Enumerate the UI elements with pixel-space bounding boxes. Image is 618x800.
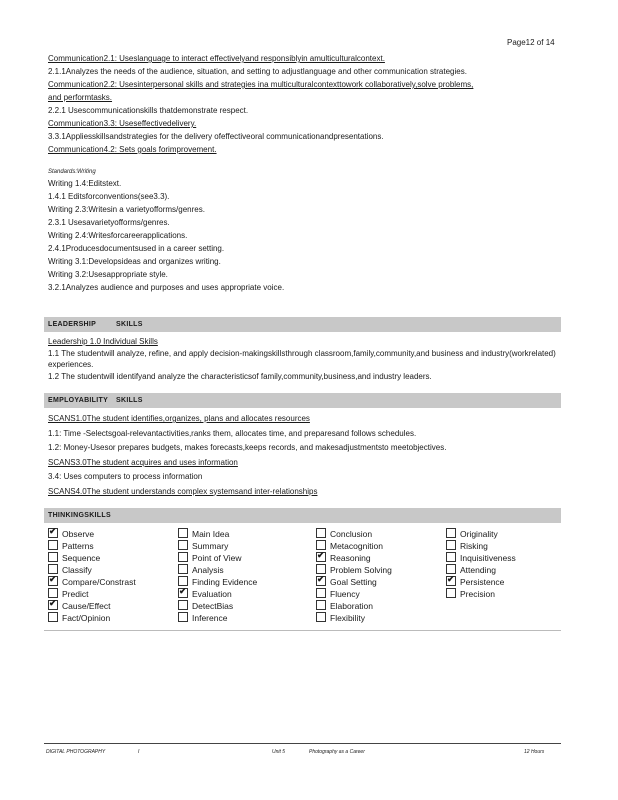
writing-line: Writing 2.3:Writesin a varietyofforms/genres. xyxy=(48,205,205,214)
writing-line: Writing 1.4:Editstext. xyxy=(48,179,122,188)
thinking-skill-item xyxy=(48,540,136,552)
checkbox-checked[interactable] xyxy=(316,552,326,562)
thinking-skill-label: Originality xyxy=(460,529,498,539)
thinking-skill-label: Evaluation xyxy=(192,589,232,599)
checkbox-checked[interactable] xyxy=(178,588,188,598)
checkbox-unchecked[interactable] xyxy=(446,540,456,550)
thinking-skill-item xyxy=(316,576,392,588)
thinking-skill-item xyxy=(48,600,136,612)
thinking-skill-label: Analysis xyxy=(192,565,224,575)
thinking-skill-label: Finding Evidence xyxy=(192,577,258,587)
checkbox-unchecked[interactable] xyxy=(48,540,58,550)
thinking-skill-item xyxy=(178,612,257,624)
checkbox-unchecked[interactable] xyxy=(446,528,456,538)
thinking-skill-item xyxy=(178,564,257,576)
thinking-skill-label: Problem Solving xyxy=(330,565,392,575)
footer-unit-title: Photography as a Career xyxy=(309,749,365,755)
thinking-skill-item xyxy=(178,552,257,564)
writing-line: 1.4.1 Editsforconventions(see3.3). xyxy=(48,192,170,201)
checkbox-unchecked[interactable] xyxy=(316,564,326,574)
communication-standards xyxy=(48,52,560,156)
thinking-skill-label: Main Idea xyxy=(192,529,230,539)
checkbox-unchecked[interactable] xyxy=(316,600,326,610)
check-icon: ✔ xyxy=(49,598,57,608)
thinking-skill-item xyxy=(178,540,257,552)
thinking-skill-label: Cause/Effect xyxy=(62,601,111,611)
thinking-skill-label: Compare/Constrast xyxy=(62,577,136,587)
checkbox-unchecked[interactable] xyxy=(48,588,58,598)
footer-rule xyxy=(44,743,561,744)
thinking-skill-label: Inquisitiveness xyxy=(460,553,516,563)
employability-content xyxy=(48,412,560,499)
checkbox-unchecked[interactable] xyxy=(446,588,456,598)
page-number: Page12 of 14 xyxy=(507,38,555,47)
employability-line: 3.4: Uses computers to process information xyxy=(48,472,203,481)
thinking-skill-label: Goal Setting xyxy=(330,577,377,587)
leadership-item: 1.2 The studentwill identifyand analyze the characteristicsof family,community,business,and industry leaders. xyxy=(48,372,432,381)
check-icon: ✔ xyxy=(49,526,57,536)
thinking-skills-column xyxy=(178,528,257,624)
checkbox-checked[interactable] xyxy=(48,600,58,610)
section-header-label: THINKINGSKILLS xyxy=(48,512,111,519)
checkbox-unchecked[interactable] xyxy=(316,540,326,550)
thinking-skills-column xyxy=(48,528,136,624)
checkbox-unchecked[interactable] xyxy=(178,528,188,538)
check-icon: ✔ xyxy=(317,550,325,560)
thinking-skill-label: Sequence xyxy=(62,553,101,563)
employability-line: SCANS1.0The student identifies,organizes, plans and allocates resources xyxy=(48,414,310,423)
thinking-skill-label: Patterns xyxy=(62,541,94,551)
employability-line: 1.2: Money-Usesor prepares budgets, makes forecasts,keeps records, and makesadjustmentsto meetobjectives. xyxy=(48,443,447,452)
employability-line: 1.1: Time -Selectsgoal-relevantactivities,ranks them, allocates time, and preparesand follows schedules. xyxy=(48,428,417,438)
check-icon: ✔ xyxy=(317,574,325,584)
thinking-skill-item xyxy=(48,552,136,564)
footer-course: DIGITAL PHOTOGRAPHY xyxy=(46,749,106,755)
thinking-skill-item xyxy=(316,564,392,576)
check-icon: ✔ xyxy=(447,574,455,584)
thinking-skills-column xyxy=(316,528,392,624)
thinking-skill-item xyxy=(178,576,257,588)
checkbox-unchecked[interactable] xyxy=(48,564,58,574)
writing-line: Writing 3.1:Developsideas and organizes writing. xyxy=(48,257,221,266)
thinking-skill-item xyxy=(446,528,516,540)
section-header-label: SKILLS xyxy=(116,321,143,328)
leadership-item: 1.1 The studentwill analyze, refine, and apply decision-makingskillsthrough classroom,family,community,and business and industry(workrelated) experiences. xyxy=(48,349,556,369)
communication-line: 2.2.1 Usescommunicationskills thatdemonstrate respect. xyxy=(48,106,249,115)
thinking-skill-item xyxy=(446,540,516,552)
leadership-heading: Leadership 1.0 Individual Skills xyxy=(48,337,158,346)
thinking-skill-item xyxy=(48,576,136,588)
communication-line: 3.3.1Appliesskillsandstrategies for the delivery ofeffectiveoral communicationandpresentations. xyxy=(48,132,384,141)
checkbox-unchecked[interactable] xyxy=(446,564,456,574)
thinking-skill-item xyxy=(48,612,136,624)
checkbox-unchecked[interactable] xyxy=(178,612,188,622)
writing-line: 2.4.1Producesdocumentsused in a career setting. xyxy=(48,244,225,253)
thinking-skill-item xyxy=(446,588,516,600)
checkbox-unchecked[interactable] xyxy=(178,540,188,550)
thinking-skill-label: Fluency xyxy=(330,589,360,599)
checkbox-unchecked[interactable] xyxy=(178,576,188,586)
thinking-skill-item xyxy=(316,588,392,600)
thinking-skill-label: Fact/Opinion xyxy=(62,613,111,623)
checkbox-unchecked[interactable] xyxy=(316,528,326,538)
thinking-skill-label: Metacognition xyxy=(330,541,383,551)
thinking-skill-item xyxy=(178,588,257,600)
communication-line: Communication2.2: Usesinterpersonal skills and strategies ina multiculturalcontexttowork collaboratively,solve problems, xyxy=(48,80,474,89)
footer-unit: Unit 5 xyxy=(272,749,286,755)
checkbox-unchecked[interactable] xyxy=(178,552,188,562)
thinking-skill-label: DetectBias xyxy=(192,601,234,611)
thinking-skill-item xyxy=(446,552,516,564)
checkbox-checked[interactable] xyxy=(48,576,58,586)
thinking-skill-label: Elaboration xyxy=(330,601,374,611)
thinking-skill-label: Precision xyxy=(460,589,495,599)
thinking-skill-label: Inference xyxy=(192,613,228,623)
thinking-skill-item xyxy=(178,600,257,612)
communication-line: 2.1.1Analyzes the needs of the audience, situation, and setting to adjustlanguage and other communication strategies. xyxy=(48,67,467,76)
leadership-content xyxy=(48,335,560,383)
checkbox-unchecked[interactable] xyxy=(178,564,188,574)
thinking-skill-label: Attending xyxy=(460,565,496,575)
employability-section-header xyxy=(44,393,561,408)
thinking-skill-item xyxy=(446,576,516,588)
thinking-skill-item xyxy=(316,600,392,612)
thinking-skill-label: Classify xyxy=(62,565,92,575)
checkbox-unchecked[interactable] xyxy=(48,552,58,562)
check-icon: ✔ xyxy=(179,586,187,596)
thinking-skills-column xyxy=(446,528,516,600)
footer-hours: 12 Hours xyxy=(524,749,545,755)
writing-line: 2.3.1 Usesavarietyofforms/genres. xyxy=(48,218,170,227)
employability-line: SCANS4.0The student understands complex systemsand inter-relationships xyxy=(48,486,318,496)
writing-standards xyxy=(48,167,560,294)
communication-line: Communication2.1: Useslanguage to interact effectivelyand responsiblyin amulticulturalcontext. xyxy=(48,54,385,63)
writing-line: Writing 2.4:Writesforcareerapplications. xyxy=(48,231,188,240)
thinking-skill-item xyxy=(178,528,257,540)
section-header-label: EMPLOYABILITY xyxy=(48,397,109,404)
thinking-skill-label: Risking xyxy=(460,541,488,551)
thinking-skill-label: Summary xyxy=(192,541,229,551)
standards-label: Standards:Writing xyxy=(48,169,96,175)
thinking-skill-item xyxy=(446,564,516,576)
checkbox-unchecked[interactable] xyxy=(446,552,456,562)
checkbox-checked[interactable] xyxy=(446,576,456,586)
checkbox-checked[interactable] xyxy=(316,576,326,586)
writing-line: Writing 3.2:Usesappropriate style. xyxy=(48,270,168,279)
thinking-skill-label: Point of View xyxy=(192,553,242,563)
thinking-skill-item xyxy=(48,528,136,540)
thinking-skills-section-header xyxy=(44,508,561,523)
thinking-skill-item xyxy=(316,528,392,540)
thinking-skill-item xyxy=(316,552,392,564)
thinking-skill-item xyxy=(316,612,392,624)
leadership-section-header xyxy=(44,317,561,332)
communication-line: Communication4.2: Sets goals forimprovement. xyxy=(48,145,217,154)
thinking-skill-label: Conclusion xyxy=(330,529,373,539)
employability-line: SCANS3.0The student acquires and uses information xyxy=(48,457,238,467)
thinking-skill-label: Reasoning xyxy=(330,553,371,563)
section-header-label: LEADERSHIP xyxy=(48,321,97,328)
thinking-skill-item xyxy=(316,540,392,552)
checkbox-checked[interactable] xyxy=(48,528,58,538)
thinking-skill-item xyxy=(48,588,136,600)
checkbox-unchecked[interactable] xyxy=(178,600,188,610)
footer-level: I xyxy=(138,749,140,755)
thinking-skill-label: Flexibility xyxy=(330,613,365,623)
section-header-label: SKILLS xyxy=(116,397,143,404)
thinking-skill-item xyxy=(48,564,136,576)
checkbox-unchecked[interactable] xyxy=(316,612,326,622)
thinking-skill-label: Predict xyxy=(62,589,89,599)
communication-line: Communication3.3: Useseffectivedelivery. xyxy=(48,119,197,128)
writing-line: 3.2.1Analyzes audience and purposes and uses appropriate voice. xyxy=(48,283,285,292)
checkbox-unchecked[interactable] xyxy=(316,588,326,598)
check-icon: ✔ xyxy=(49,574,57,584)
thinking-skill-label: Persistence xyxy=(460,577,505,587)
thinking-skill-label: Observe xyxy=(62,529,95,539)
checkbox-unchecked[interactable] xyxy=(48,612,58,622)
communication-line: and performtasks. xyxy=(48,93,113,102)
